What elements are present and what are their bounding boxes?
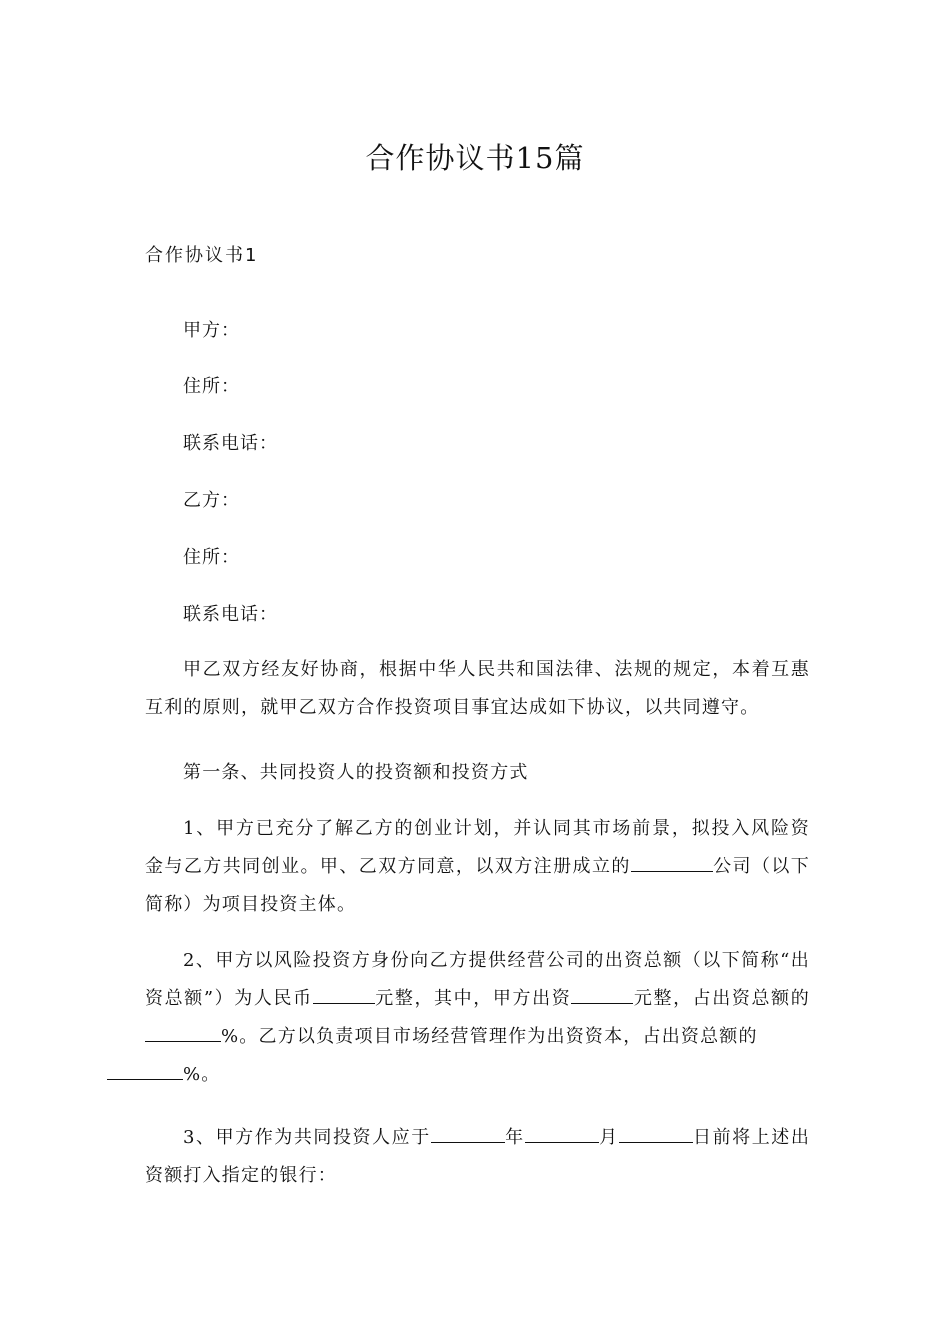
clause-2-text-e: %。 (183, 1064, 221, 1085)
party-a-field: 甲方： (183, 320, 240, 341)
clause-2-paragraph (145, 942, 810, 1094)
clause-3-text-d: 日前将上述出资额打入指定的银行： (145, 1127, 811, 1186)
clause-2-text-d: %。乙方以负责项目市场经营管理作为出资资本，占出资总额的 (221, 1026, 758, 1047)
clause-1-text-b: 公司（以下简称）为项目投资主体。 (145, 856, 811, 915)
blank-company-name (631, 853, 713, 872)
party-a-phone-field: 联系电话： (183, 433, 278, 454)
blank-day (619, 1124, 693, 1143)
document-title: 合作协议书15篇 (365, 141, 585, 175)
clause-3-text-b: 年 (504, 1127, 525, 1148)
party-a-address-field: 住所： (183, 376, 240, 397)
clause-2-text-a: 2、甲方以风险投资方身份向乙方提供经营公司的出资总额（以下简称“出资总额”）为人民币 (145, 950, 810, 1009)
blank-month (525, 1124, 599, 1143)
clause-2-text-b: 元整，其中，甲方出资 (374, 988, 572, 1009)
blank-party-b-percent (107, 1061, 183, 1080)
clause-2-text-c: 元整，占出资总额的 (633, 988, 810, 1009)
blank-party-a-percent (145, 1023, 221, 1042)
blank-year (431, 1124, 505, 1143)
clause-1-paragraph (145, 810, 810, 924)
party-b-address-field: 住所： (183, 547, 240, 568)
clause-3-text-a: 3、甲方作为共同投资人应于 (183, 1127, 431, 1148)
article-heading: 第一条、共同投资人的投资额和投资方式 (183, 762, 529, 783)
blank-total-amount (313, 985, 375, 1004)
clause-3-text-c: 月 (598, 1127, 619, 1148)
section-heading: 合作协议书1 (145, 245, 259, 266)
clause-1-text-a: 1、甲方已充分了解乙方的创业计划，并认同其市场前景，拟投入风险资金与乙方共同创业。甲、乙双方同意，以双方注册成立的 (145, 818, 810, 877)
party-b-phone-field: 联系电话： (183, 604, 278, 625)
intro-paragraph: 甲乙双方经友好协商，根据中华人民共和国法律、法规的规定，本着互惠互利的原则，就甲乙双方合作投资项目事宜达成如下协议，以共同遵守。 (145, 659, 810, 718)
clause-3-paragraph (145, 1119, 810, 1195)
party-b-field: 乙方： (183, 490, 240, 511)
blank-party-a-amount (571, 985, 633, 1004)
